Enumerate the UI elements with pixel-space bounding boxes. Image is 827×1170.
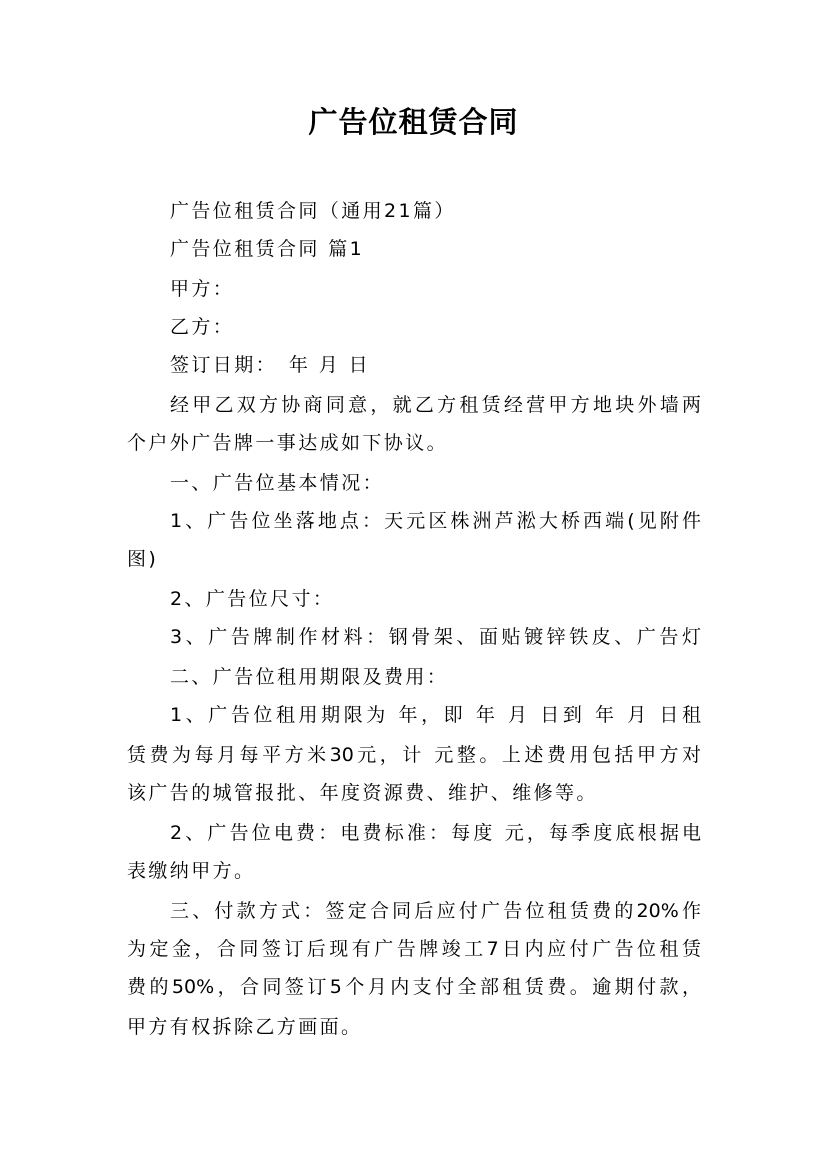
signing-date-line: 签订日期： 年 月 日	[170, 354, 370, 376]
paragraph-line: 该广告的城管报批、年度资源费、维护、维修等。	[127, 782, 598, 804]
paragraph-line: 甲方有权拆除乙方画面。	[127, 1016, 363, 1038]
paragraph-line: 3、广告牌制作材料：钢骨架、面贴镀锌铁皮、广告灯	[170, 626, 701, 648]
paragraph-line: 2、广告位尺寸：	[170, 588, 335, 610]
paragraph-line: 三、付款方式：签定合同后应付广告位租赁费的20%作	[170, 900, 701, 922]
clause-heading: 一、广告位基本情况：	[170, 472, 385, 494]
paragraph-line: 图)	[127, 548, 159, 570]
clause-heading: 二、广告位租用期限及费用：	[170, 666, 449, 688]
paragraph-line: 1、广告位坐落地点：天元区株洲芦淞大桥西端(见附件	[170, 510, 701, 532]
paragraph-line: 个户外广告牌一事达成如下协议。	[127, 432, 449, 454]
party-b-line: 乙方：	[170, 316, 235, 338]
document-subtitle: 广告位租赁合同（通用21篇）	[170, 200, 456, 222]
paragraph-line: 1、广告位租用期限为 年，即 年 月 日到 年 月 日租	[170, 704, 701, 726]
document-title: 广告位租赁合同	[308, 105, 519, 139]
paragraph-line: 赁费为每月每平方米30元，计 元整。上述费用包括甲方对	[127, 744, 701, 766]
paragraph-line: 表缴纳甲方。	[127, 860, 256, 882]
section-heading: 广告位租赁合同 篇1	[170, 238, 365, 260]
party-a-line: 甲方：	[170, 278, 235, 300]
paragraph-line: 经甲乙双方协商同意，就乙方租赁经营甲方地块外墙两	[170, 394, 701, 416]
paragraph-line: 费的50%，合同签订5个月内支付全部租赁费。逾期付款，	[127, 976, 701, 998]
paragraph-line: 2、广告位电费：电费标准：每度 元，每季度底根据电	[170, 822, 701, 844]
paragraph-line: 为定金，合同签订后现有广告牌竣工7日内应付广告位租赁	[127, 938, 701, 960]
